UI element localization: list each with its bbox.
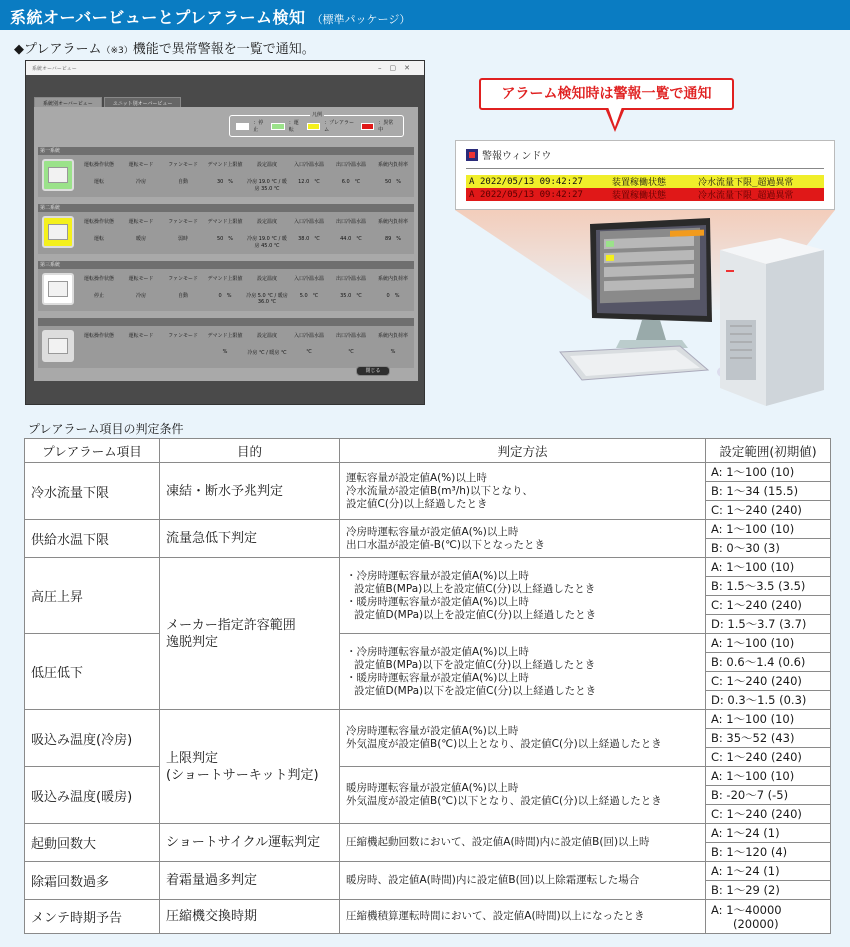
remote-screen xyxy=(48,338,68,354)
range-line: C: 1〜240 (240) xyxy=(711,598,802,612)
range-line: B: 1〜29 (2) xyxy=(711,883,780,897)
unit-column-header: 入口冷温水温 xyxy=(293,333,324,339)
unit-row xyxy=(38,261,414,311)
unit-column xyxy=(288,326,330,368)
remote-screen xyxy=(48,281,68,297)
unit-column-header: 出口冷温水温 xyxy=(335,276,366,282)
table-row xyxy=(25,463,831,482)
method-line: 圧縮機起動回数において、設定値A(時間)内に設定値B(回)以上時 xyxy=(346,836,650,848)
prealarm-item: 吸込み温度(冷房) xyxy=(25,710,160,767)
unit-column-value: 自動 xyxy=(177,179,188,185)
unit-column-value: 0 % xyxy=(218,293,232,299)
unit-column-value: 44.0 ℃ xyxy=(340,236,362,242)
header-purpose: 目的 xyxy=(160,439,340,463)
prealarm-method xyxy=(340,862,706,900)
range-line: (20000) xyxy=(733,916,779,931)
unit-column-value: 冷房 19.0 ℃ / 暖房 45.0 ℃ xyxy=(247,236,287,249)
unit-column-header: 設定温度 xyxy=(256,276,277,282)
prealarm-purpose xyxy=(160,900,340,934)
legend-swatch xyxy=(361,123,374,130)
unit-column xyxy=(162,212,204,254)
app-body xyxy=(34,107,418,381)
setting-range xyxy=(706,729,831,748)
method-line: 設定値D(MPa)以上を設定値C(分)以上経過したとき xyxy=(354,608,597,621)
unit-column xyxy=(246,269,288,311)
unit-column-header: 設定温度 xyxy=(256,333,277,339)
unit-column-header: 入口冷温水温 xyxy=(293,219,324,225)
page-header xyxy=(0,0,850,30)
range-line: D: 0.3〜1.5 (0.3) xyxy=(711,693,807,707)
range-line: B: 0.6〜1.4 (0.6) xyxy=(711,655,806,669)
unit-column-value: ℃ xyxy=(306,349,312,355)
purpose-line: 凍結・断水予兆判定 xyxy=(166,483,284,499)
prealarm-purpose xyxy=(160,520,340,558)
setting-range xyxy=(706,577,831,596)
purpose-line: メーカー指定許容範囲 xyxy=(166,617,296,633)
table-caption: プレアラーム項目の判定条件 xyxy=(28,422,184,436)
alarm-window xyxy=(455,140,835,210)
range-line: B: 1〜120 (4) xyxy=(711,845,788,859)
keyboard-icon xyxy=(560,346,708,380)
table-body xyxy=(25,463,831,934)
setting-range xyxy=(706,482,831,501)
method-line: 設定値D(MPa)以下を設定値C(分)以上経過したとき xyxy=(354,684,597,697)
unit-column-value: 12.0 ℃ xyxy=(298,179,320,185)
prealarm-item: 冷水流量下限 xyxy=(25,463,160,520)
unit-column-value: 冷房 5.0 ℃ / 暖房 36.0 ℃ xyxy=(246,293,288,305)
unit-column-header: 設定温度 xyxy=(256,219,277,225)
unit-column-value: 運転 xyxy=(93,236,104,242)
unit-column xyxy=(78,269,120,311)
computer-illustration xyxy=(520,210,840,410)
prealarm-method xyxy=(340,558,706,634)
range-line: B: 35〜52 (43) xyxy=(711,731,795,745)
unit-column-header: デマンド上限値 xyxy=(207,219,243,225)
unit-column-value: 0 % xyxy=(386,293,400,299)
unit-column-value: 5.0 ℃ xyxy=(299,293,319,299)
window-controls[interactable]: –▢✕ xyxy=(378,64,418,72)
unit-column-value: 弱時 xyxy=(177,236,188,242)
range-line: A: 1〜100 (10) xyxy=(711,465,795,479)
range-line: A: 1〜24 (1) xyxy=(711,826,780,840)
unit-main xyxy=(38,212,414,254)
app-title: 系統オーバービュー xyxy=(32,65,77,72)
range-line: B: -20〜7 (-5) xyxy=(711,788,789,802)
legend-swatch xyxy=(271,123,284,130)
alarm-datetime: 2022/05/13 09:42:27 xyxy=(480,189,583,200)
unit-column-header: ファンモード xyxy=(168,219,198,225)
unit-column xyxy=(204,326,246,368)
method-line: 設定値C(分)以上経過したとき xyxy=(346,497,488,510)
unit-column-header: 出口冷温水温 xyxy=(335,162,366,168)
unit-columns xyxy=(78,269,414,311)
range-line: C: 1〜240 (240) xyxy=(711,674,802,688)
prealarm-conditions-table xyxy=(24,438,831,934)
legend-label: ：プレアラーム xyxy=(324,120,354,133)
setting-range xyxy=(706,463,831,482)
unit-column xyxy=(288,155,330,197)
setting-range xyxy=(706,748,831,767)
remote-screen xyxy=(48,224,68,240)
header-method: 判定方法 xyxy=(340,439,706,463)
setting-range xyxy=(706,862,831,881)
unit-column-header: 運転モード xyxy=(128,219,154,225)
alarm-window-title xyxy=(456,141,834,168)
app-titlebar xyxy=(26,61,424,75)
unit-column-header: 出口冷温水温 xyxy=(335,219,366,225)
remote-controller-icon[interactable] xyxy=(42,273,74,305)
unit-column xyxy=(246,326,288,368)
range-line: C: 1〜240 (240) xyxy=(711,503,802,517)
prealarm-purpose xyxy=(160,862,340,900)
unit-column-header: 運転モード xyxy=(128,276,154,282)
method-line: 冷水流量が設定値B(m³/h)以下となり、 xyxy=(346,484,534,497)
range-line: C: 1〜240 (240) xyxy=(711,750,802,764)
setting-range xyxy=(706,843,831,862)
unit-column-value: % xyxy=(222,349,228,355)
prealarm-item: メンテ時期予告 xyxy=(25,900,160,934)
table-row xyxy=(25,767,831,786)
range-line: A: 1〜100 (10) xyxy=(711,636,795,650)
unit-column-header: ファンモード xyxy=(168,333,198,339)
unit-name xyxy=(38,318,414,326)
remote-controller-icon[interactable] xyxy=(42,330,74,362)
unit-columns xyxy=(78,326,414,368)
tab-unit-overview[interactable]: ユニット別オーバービュー xyxy=(104,97,182,110)
prealarm-method xyxy=(340,710,706,767)
alarm-level: A xyxy=(469,176,475,187)
alarm-row[interactable] xyxy=(466,188,824,201)
alarm-message: 冷水流量下限_超過異常 xyxy=(698,191,794,201)
purpose-line: 着霜量過多判定 xyxy=(166,873,258,888)
alarm-status: 装置稼働状態 xyxy=(612,178,667,188)
setting-range xyxy=(706,615,831,634)
alarm-status: 装置稼働状態 xyxy=(612,191,667,201)
setting-range xyxy=(706,520,831,539)
unit-column-value: % xyxy=(390,349,396,355)
unit-column-value: 35.0 ℃ xyxy=(340,293,362,299)
unit-column xyxy=(330,269,372,311)
unit-column-value: 自動 xyxy=(177,293,188,299)
unit-column-header: デマンド上限値 xyxy=(207,162,243,168)
header-range: 設定範囲(初期値) xyxy=(706,439,831,463)
unit-column-value: 冷房 xyxy=(135,179,146,185)
prealarm-purpose xyxy=(160,558,340,710)
unit-name: 第二系統 xyxy=(38,204,414,212)
method-line: 冷房時運転容量が設定値A(%)以上時 xyxy=(346,725,519,737)
range-line: A: 1〜24 (1) xyxy=(711,864,780,878)
legend xyxy=(229,112,404,137)
unit-column xyxy=(246,155,288,197)
unit-main xyxy=(38,269,414,311)
unit-column-value: 89 % xyxy=(384,236,402,242)
method-line: 暖房時、設定値A(時間)内に設定値B(回)以上除霜運転した場合 xyxy=(346,874,640,886)
setting-range xyxy=(706,881,831,900)
range-line: B: 1.5〜3.5 (3.5) xyxy=(711,579,806,593)
unit-column-header: 設定温度 xyxy=(256,162,277,168)
unit-column-header: 入口冷温水温 xyxy=(293,162,324,168)
range-line: B: 0〜30 (3) xyxy=(711,541,780,555)
legend-swatch xyxy=(307,123,320,130)
header-item: プレアラーム項目 xyxy=(25,439,160,463)
page-subtitle: （標準パッケージ） xyxy=(311,13,411,26)
prealarm-item: 除霜回数過多 xyxy=(25,862,160,900)
range-line: A: 1〜100 (10) xyxy=(711,769,795,783)
method-line: ・冷房時運転容量が設定値A(%)以上時 xyxy=(346,569,529,582)
setting-range xyxy=(706,786,831,805)
alarm-callout: アラーム検知時は警報一覧で通知 xyxy=(479,78,734,110)
prealarm-item: 低圧低下 xyxy=(25,634,160,710)
unit-column-value: 50 % xyxy=(384,179,402,185)
unit-column-header: 入口冷温水温 xyxy=(293,276,324,282)
alarm-separator xyxy=(466,168,824,169)
overview-app-window xyxy=(25,60,425,405)
unit-name: 第一系統 xyxy=(38,147,414,155)
app-tabs xyxy=(26,75,424,110)
prealarm-method xyxy=(340,767,706,824)
prealarm-item: 高圧上昇 xyxy=(25,558,160,634)
unit-column xyxy=(330,155,372,197)
unit-column xyxy=(372,155,414,197)
legend-label: ：運転 xyxy=(288,120,299,133)
unit-column-value: ℃ xyxy=(348,349,354,355)
method-line: 外気温度が設定値B(℃)以上となり、設定値C(分)以上経過したとき xyxy=(346,738,662,750)
prealarm-purpose xyxy=(160,710,340,824)
unit-column xyxy=(204,155,246,197)
prealarm-item: 吸込み温度(暖房) xyxy=(25,767,160,824)
setting-range xyxy=(706,501,831,520)
unit-column-value: 6.0 ℃ xyxy=(341,179,361,185)
lead-note: （※3） xyxy=(101,46,133,56)
legend-swatch xyxy=(236,123,249,130)
unit-column xyxy=(204,269,246,311)
unit-column xyxy=(120,155,162,197)
unit-row xyxy=(38,318,414,368)
unit-column-value: 30 % xyxy=(216,179,234,185)
alarm-rows xyxy=(456,175,834,201)
method-line: 運転容量が設定値A(%)以上時 xyxy=(346,471,487,484)
unit-column-value: 冷房 ℃ / 暖房 ℃ xyxy=(247,350,287,356)
table-row xyxy=(25,634,831,653)
setting-range xyxy=(706,710,831,729)
unit-column xyxy=(162,269,204,311)
alarm-level: A xyxy=(469,189,475,200)
unit-column-value: 運転 xyxy=(93,179,104,185)
unit-column xyxy=(120,326,162,368)
unit-column xyxy=(288,269,330,311)
unit-column-header: デマンド上限値 xyxy=(207,276,243,282)
unit-column-header: 運転モード xyxy=(128,333,154,339)
setting-range xyxy=(706,539,831,558)
remote-controller-icon[interactable] xyxy=(42,159,74,191)
purpose-line: 圧縮機交換時期 xyxy=(166,909,258,924)
method-line: 冷房時運転容量が設定値A(%)以上時 xyxy=(346,525,519,538)
method-line: 設定値B(MPa)以下を設定値C(分)以上経過したとき xyxy=(354,658,596,671)
lead-text-after: 機能で異常警報を一覧で通知。 xyxy=(132,42,315,57)
unit-column-header: 運転操作状態 xyxy=(83,333,114,339)
unit-main xyxy=(38,155,414,197)
method-line: ・冷房時運転容量が設定値A(%)以上時 xyxy=(346,645,529,658)
unit-column-header: 運転操作状態 xyxy=(83,276,114,282)
alarm-window-title-text: 警報ウィンドウ xyxy=(482,151,552,162)
setting-range xyxy=(706,767,831,786)
alarm-datetime: 2022/05/13 09:42:27 xyxy=(480,176,583,187)
unit-row xyxy=(38,147,414,197)
setting-range xyxy=(706,653,831,672)
unit-column xyxy=(162,326,204,368)
range-line: A: 1〜40000 xyxy=(711,902,782,917)
prealarm-method xyxy=(340,824,706,862)
setting-range xyxy=(706,824,831,843)
unit-column-header: ファンモード xyxy=(168,162,198,168)
table-row xyxy=(25,520,831,539)
alarm-message: 冷水流量下限_超過異常 xyxy=(698,178,794,188)
unit-column-value: 停止 xyxy=(93,293,104,299)
unit-column xyxy=(372,212,414,254)
table-row xyxy=(25,824,831,843)
prealarm-purpose xyxy=(160,463,340,520)
unit-column xyxy=(120,269,162,311)
remote-screen xyxy=(48,167,68,183)
setting-range xyxy=(706,558,831,577)
table-header-row xyxy=(25,439,831,463)
method-line: 暖房時運転容量が設定値A(%)以上時 xyxy=(346,782,519,794)
setting-range xyxy=(706,691,831,710)
unit-column xyxy=(330,212,372,254)
alarm-row[interactable] xyxy=(466,175,824,188)
legend-label: ：停止 xyxy=(253,120,264,133)
unit-columns xyxy=(78,155,414,197)
prealarm-item: 起動回数大 xyxy=(25,824,160,862)
unit-column-value: 38.0 ℃ xyxy=(298,236,320,242)
range-line: A: 1〜100 (10) xyxy=(711,712,795,726)
range-line: A: 1〜100 (10) xyxy=(711,560,795,574)
legend-title: 凡例 xyxy=(312,112,323,118)
method-line: 外気温度が設定値B(℃)以下となり、設定値C(分)以上経過したとき xyxy=(346,795,662,807)
unit-column-header: 系統内負荷率 xyxy=(377,219,408,225)
unit-column xyxy=(372,326,414,368)
purpose-line: 流量急低下判定 xyxy=(166,531,258,546)
unit-column-header: デマンド上限値 xyxy=(207,333,243,339)
prealarm-method xyxy=(340,634,706,710)
unit-name: 第三系統 xyxy=(38,261,414,269)
range-line: A: 1〜100 (10) xyxy=(711,522,795,536)
unit-column-header: 系統内負荷率 xyxy=(377,276,408,282)
unit-column-header: 運転操作状態 xyxy=(83,219,114,225)
monitor-icon xyxy=(590,218,712,348)
unit-column-value: 50 % xyxy=(216,236,234,242)
purpose-line: 上限判定 xyxy=(166,750,219,766)
legend-items xyxy=(230,116,403,136)
range-line: B: 1〜34 (15.5) xyxy=(711,484,799,498)
unit-columns xyxy=(78,212,414,254)
setting-range xyxy=(706,634,831,653)
method-line: ・暖房時運転容量が設定値A(%)以上時 xyxy=(346,595,529,608)
unit-column xyxy=(246,212,288,254)
method-line: 設定値B(MPa)以上を設定値C(分)以上経過したとき xyxy=(354,582,596,595)
prealarm-method xyxy=(340,900,706,934)
unit-column xyxy=(120,212,162,254)
setting-range xyxy=(706,805,831,824)
table-row xyxy=(25,558,831,577)
unit-column-header: 系統内負荷率 xyxy=(377,333,408,339)
setting-range xyxy=(706,900,831,934)
unit-main xyxy=(38,326,414,368)
unit-column xyxy=(372,269,414,311)
method-line: 出口水温が設定値-B(℃)以下となったとき xyxy=(346,538,545,551)
unit-column xyxy=(78,212,120,254)
callout-tail-inner xyxy=(608,107,622,127)
purpose-line: 逸脱判定 xyxy=(166,634,219,650)
tab-system-overview[interactable]: 系統別オーバービュー xyxy=(34,97,102,110)
unit-column-value: 暖房 xyxy=(135,236,146,242)
table-row xyxy=(25,710,831,729)
purpose-line: ショートサイクル運転判定 xyxy=(166,835,321,850)
unit-column xyxy=(78,326,120,368)
remote-controller-icon[interactable] xyxy=(42,216,74,248)
setting-range xyxy=(706,672,831,691)
unit-column xyxy=(78,155,120,197)
unit-column xyxy=(204,212,246,254)
method-line: ・暖房時運転容量が設定値A(%)以上時 xyxy=(346,671,529,684)
purpose-line: (ショートサーキット判定) xyxy=(166,767,319,783)
table-row xyxy=(25,900,831,934)
prealarm-item: 供給水温下限 xyxy=(25,520,160,558)
alarm-icon xyxy=(466,149,478,161)
range-line: C: 1〜240 (240) xyxy=(711,807,802,821)
unit-column-header: 出口冷温水温 xyxy=(335,333,366,339)
prealarm-method xyxy=(340,520,706,558)
unit-column xyxy=(288,212,330,254)
legend-label: ：異常中 xyxy=(378,120,394,133)
lead-text-main: ◆プレアラーム xyxy=(14,42,102,57)
lead-text xyxy=(14,38,315,57)
unit-column-value: 冷房 19.0 ℃ / 暖房 35.0 ℃ xyxy=(247,179,287,192)
unit-column xyxy=(162,155,204,197)
method-line: 圧縮機積算運転時間において、設定値A(時間)以上になったとき xyxy=(346,910,645,922)
pc-tower-icon xyxy=(720,238,824,406)
unit-column-header: 系統内負荷率 xyxy=(377,162,408,168)
range-line: D: 1.5〜3.7 (3.7) xyxy=(711,617,807,631)
unit-column xyxy=(330,326,372,368)
prealarm-purpose xyxy=(160,824,340,862)
unit-column-header: ファンモード xyxy=(168,276,198,282)
close-button[interactable]: 閉じる xyxy=(356,366,390,376)
unit-column-header: 運転モード xyxy=(128,162,154,168)
prealarm-method xyxy=(340,463,706,520)
unit-column-header: 運転操作状態 xyxy=(83,162,114,168)
unit-column-value: 冷房 xyxy=(135,293,146,299)
setting-range xyxy=(706,596,831,615)
page-title: 系統オーバービューとプレアラーム検知 xyxy=(10,8,306,27)
table-row xyxy=(25,862,831,881)
unit-row xyxy=(38,204,414,254)
